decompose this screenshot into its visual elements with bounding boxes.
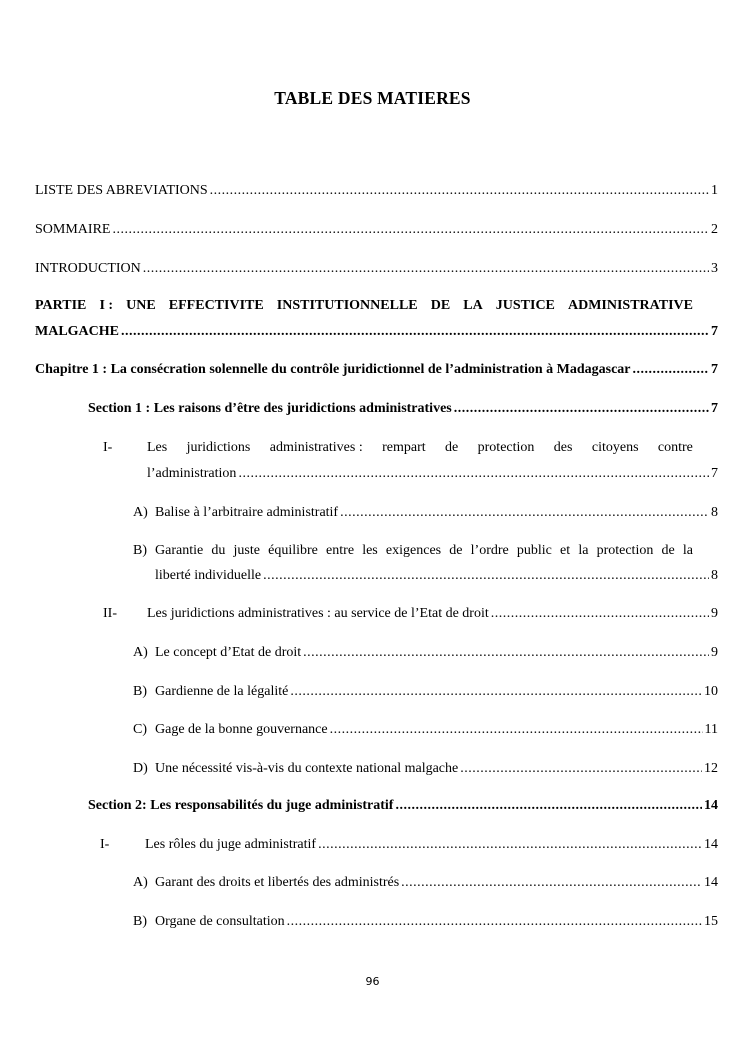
toc-marker: B) [133, 543, 147, 558]
word: I : [99, 298, 114, 313]
toc-page-number: 14 [704, 875, 718, 890]
toc-entry-text: Garant des droits et libertés des administrés [155, 875, 400, 890]
word: du [211, 543, 226, 558]
word: de [449, 543, 463, 558]
toc-entry-s2-i-b[interactable] [155, 913, 718, 931]
toc-entry-text: LISTE DES ABREVIATIONS [35, 183, 208, 198]
word: Garantie [155, 543, 204, 558]
toc-entry-s2-i[interactable] [145, 836, 718, 854]
toc-entry-section-2[interactable] [88, 797, 718, 815]
toc-entry-text: Les juridictions administratives : au service de l’Etat de droit [147, 606, 489, 621]
dot-leader [395, 797, 702, 815]
toc-entry-text: Organe de consultation [155, 914, 285, 929]
toc-entry-text: Le concept d’Etat de droit [155, 645, 302, 660]
toc-marker: A) [133, 505, 148, 520]
toc-page-number: 9 [711, 645, 718, 660]
word: équilibre [268, 543, 318, 558]
dot-leader [460, 760, 702, 778]
word: rempart [382, 440, 426, 455]
word: public [516, 543, 552, 558]
toc-entry-text: MALGACHE [35, 324, 119, 339]
toc-entry-partie-1-line2[interactable] [35, 323, 718, 341]
toc-page-number: 9 [711, 606, 718, 621]
word: l’ordre [470, 543, 509, 558]
toc-entry-s1-i-line1[interactable] [147, 439, 693, 457]
toc-page-number: 11 [704, 722, 718, 737]
word: EFFECTIVITE [168, 298, 264, 313]
toc-marker: C) [133, 722, 147, 737]
toc-page-number: 7 [711, 324, 718, 339]
dot-leader [263, 567, 709, 585]
toc-entry-s1-i-a[interactable] [155, 504, 718, 522]
toc-entry-s1-ii[interactable] [147, 605, 718, 623]
toc-entry-s1-ii-c[interactable] [155, 721, 718, 739]
dot-leader [290, 683, 702, 701]
toc-entry-s2-i-a[interactable] [155, 874, 718, 892]
toc-entry-s1-i-b-line1[interactable] [155, 542, 693, 560]
toc-entry-text: Balise à l’arbitraire administratif [155, 505, 339, 520]
dot-leader [633, 361, 710, 379]
toc-page-number: 7 [711, 401, 718, 416]
toc-page-number: 8 [711, 505, 718, 520]
word: entre [326, 543, 355, 558]
toc-entry-partie-1-line1[interactable] [35, 297, 693, 315]
toc-page-number: 1 [711, 183, 718, 198]
toc-marker: B) [133, 684, 147, 699]
toc-entry-abreviations[interactable] [35, 182, 718, 200]
toc-marker: A) [133, 875, 148, 890]
word: protection [477, 440, 535, 455]
dot-leader [491, 605, 709, 623]
word: de [445, 440, 459, 455]
dot-leader [238, 465, 709, 483]
toc-entry-text: Les rôles du juge administratif [145, 837, 317, 852]
word: les [362, 543, 378, 558]
dot-leader [210, 182, 709, 200]
toc-page-number: 7 [711, 362, 718, 377]
toc-page-number: 15 [704, 914, 718, 929]
page-footer-number: 96 [365, 975, 380, 988]
dot-leader [318, 836, 702, 854]
word: PARTIE [35, 298, 87, 313]
toc-page-number: 2 [711, 222, 718, 237]
toc-entry-s1-ii-a[interactable] [155, 644, 718, 662]
dot-leader [121, 323, 709, 341]
toc-entry-text: Section 1 : Les raisons d’être des juridictions administratives [88, 401, 452, 416]
word: juridictions [186, 440, 251, 455]
word: la [578, 543, 589, 558]
toc-entry-text: Gardienne de la légalité [155, 684, 289, 699]
toc-marker: I- [103, 440, 113, 455]
toc-entry-text: INTRODUCTION [35, 261, 141, 276]
toc-entry-text: liberté individuelle [155, 568, 262, 583]
toc-entry-text: l’administration [147, 466, 237, 481]
toc-marker: D) [133, 761, 148, 776]
toc-entry-sommaire[interactable] [35, 221, 718, 239]
page-title: TABLE DES MATIERES [274, 88, 471, 108]
toc-page-number: 14 [704, 798, 718, 813]
toc-entry-s1-i-line2[interactable] [147, 465, 718, 483]
dot-leader [143, 260, 709, 278]
word: la [682, 543, 693, 558]
toc-marker: B) [133, 914, 147, 929]
toc-entry-text: Une nécessité vis-à-vis du contexte national malgache [155, 761, 459, 776]
word: juste [233, 543, 260, 558]
word: UNE [126, 298, 156, 313]
word: DE [430, 298, 451, 313]
toc-entry-text: Section 2: Les responsabilités du juge administratif [88, 798, 394, 813]
word: contre [657, 440, 693, 455]
toc-page-number: 14 [704, 837, 718, 852]
dot-leader [303, 644, 709, 662]
word: citoyens [591, 440, 639, 455]
toc-entry-text: Gage de la bonne gouvernance [155, 722, 328, 737]
dot-leader [287, 913, 702, 931]
word: JUSTICE [495, 298, 555, 313]
dot-leader [330, 721, 703, 739]
toc-entry-chapitre-1[interactable] [35, 361, 718, 379]
toc-page-number: 8 [711, 568, 718, 583]
word: des [553, 440, 573, 455]
toc-marker: II- [103, 606, 117, 621]
toc-entry-text: Chapitre 1 : La consécration solennelle du contrôle juridictionnel de l’administration à Madagascar [35, 362, 631, 377]
toc-marker: A) [133, 645, 148, 660]
toc-marker: I- [100, 837, 110, 852]
toc-entry-introduction[interactable] [35, 260, 718, 278]
dot-leader [454, 400, 709, 418]
toc-entry-s1-i-b-line2[interactable] [155, 567, 718, 585]
toc-entry-s1-ii-d[interactable] [155, 760, 718, 778]
word: et [560, 543, 571, 558]
word: INSTITUTIONNELLE [276, 298, 418, 313]
toc-page-number: 7 [711, 466, 718, 481]
word: protection [596, 543, 654, 558]
dot-leader [340, 504, 709, 522]
toc-entry-text: SOMMAIRE [35, 222, 111, 237]
dot-leader [112, 221, 709, 239]
toc-page-number: 10 [704, 684, 718, 699]
dot-leader [401, 874, 702, 892]
word: LA [463, 298, 483, 313]
toc-page-number: 3 [711, 261, 718, 276]
word: exigences [385, 543, 442, 558]
toc-entry-s1-ii-b[interactable] [155, 683, 718, 701]
word: Les [147, 440, 168, 455]
word: administratives : [269, 440, 363, 455]
toc-entry-section-1[interactable] [88, 400, 718, 418]
word: de [661, 543, 675, 558]
word: ADMINISTRATIVE [567, 298, 693, 313]
toc-page-number: 12 [704, 761, 718, 776]
